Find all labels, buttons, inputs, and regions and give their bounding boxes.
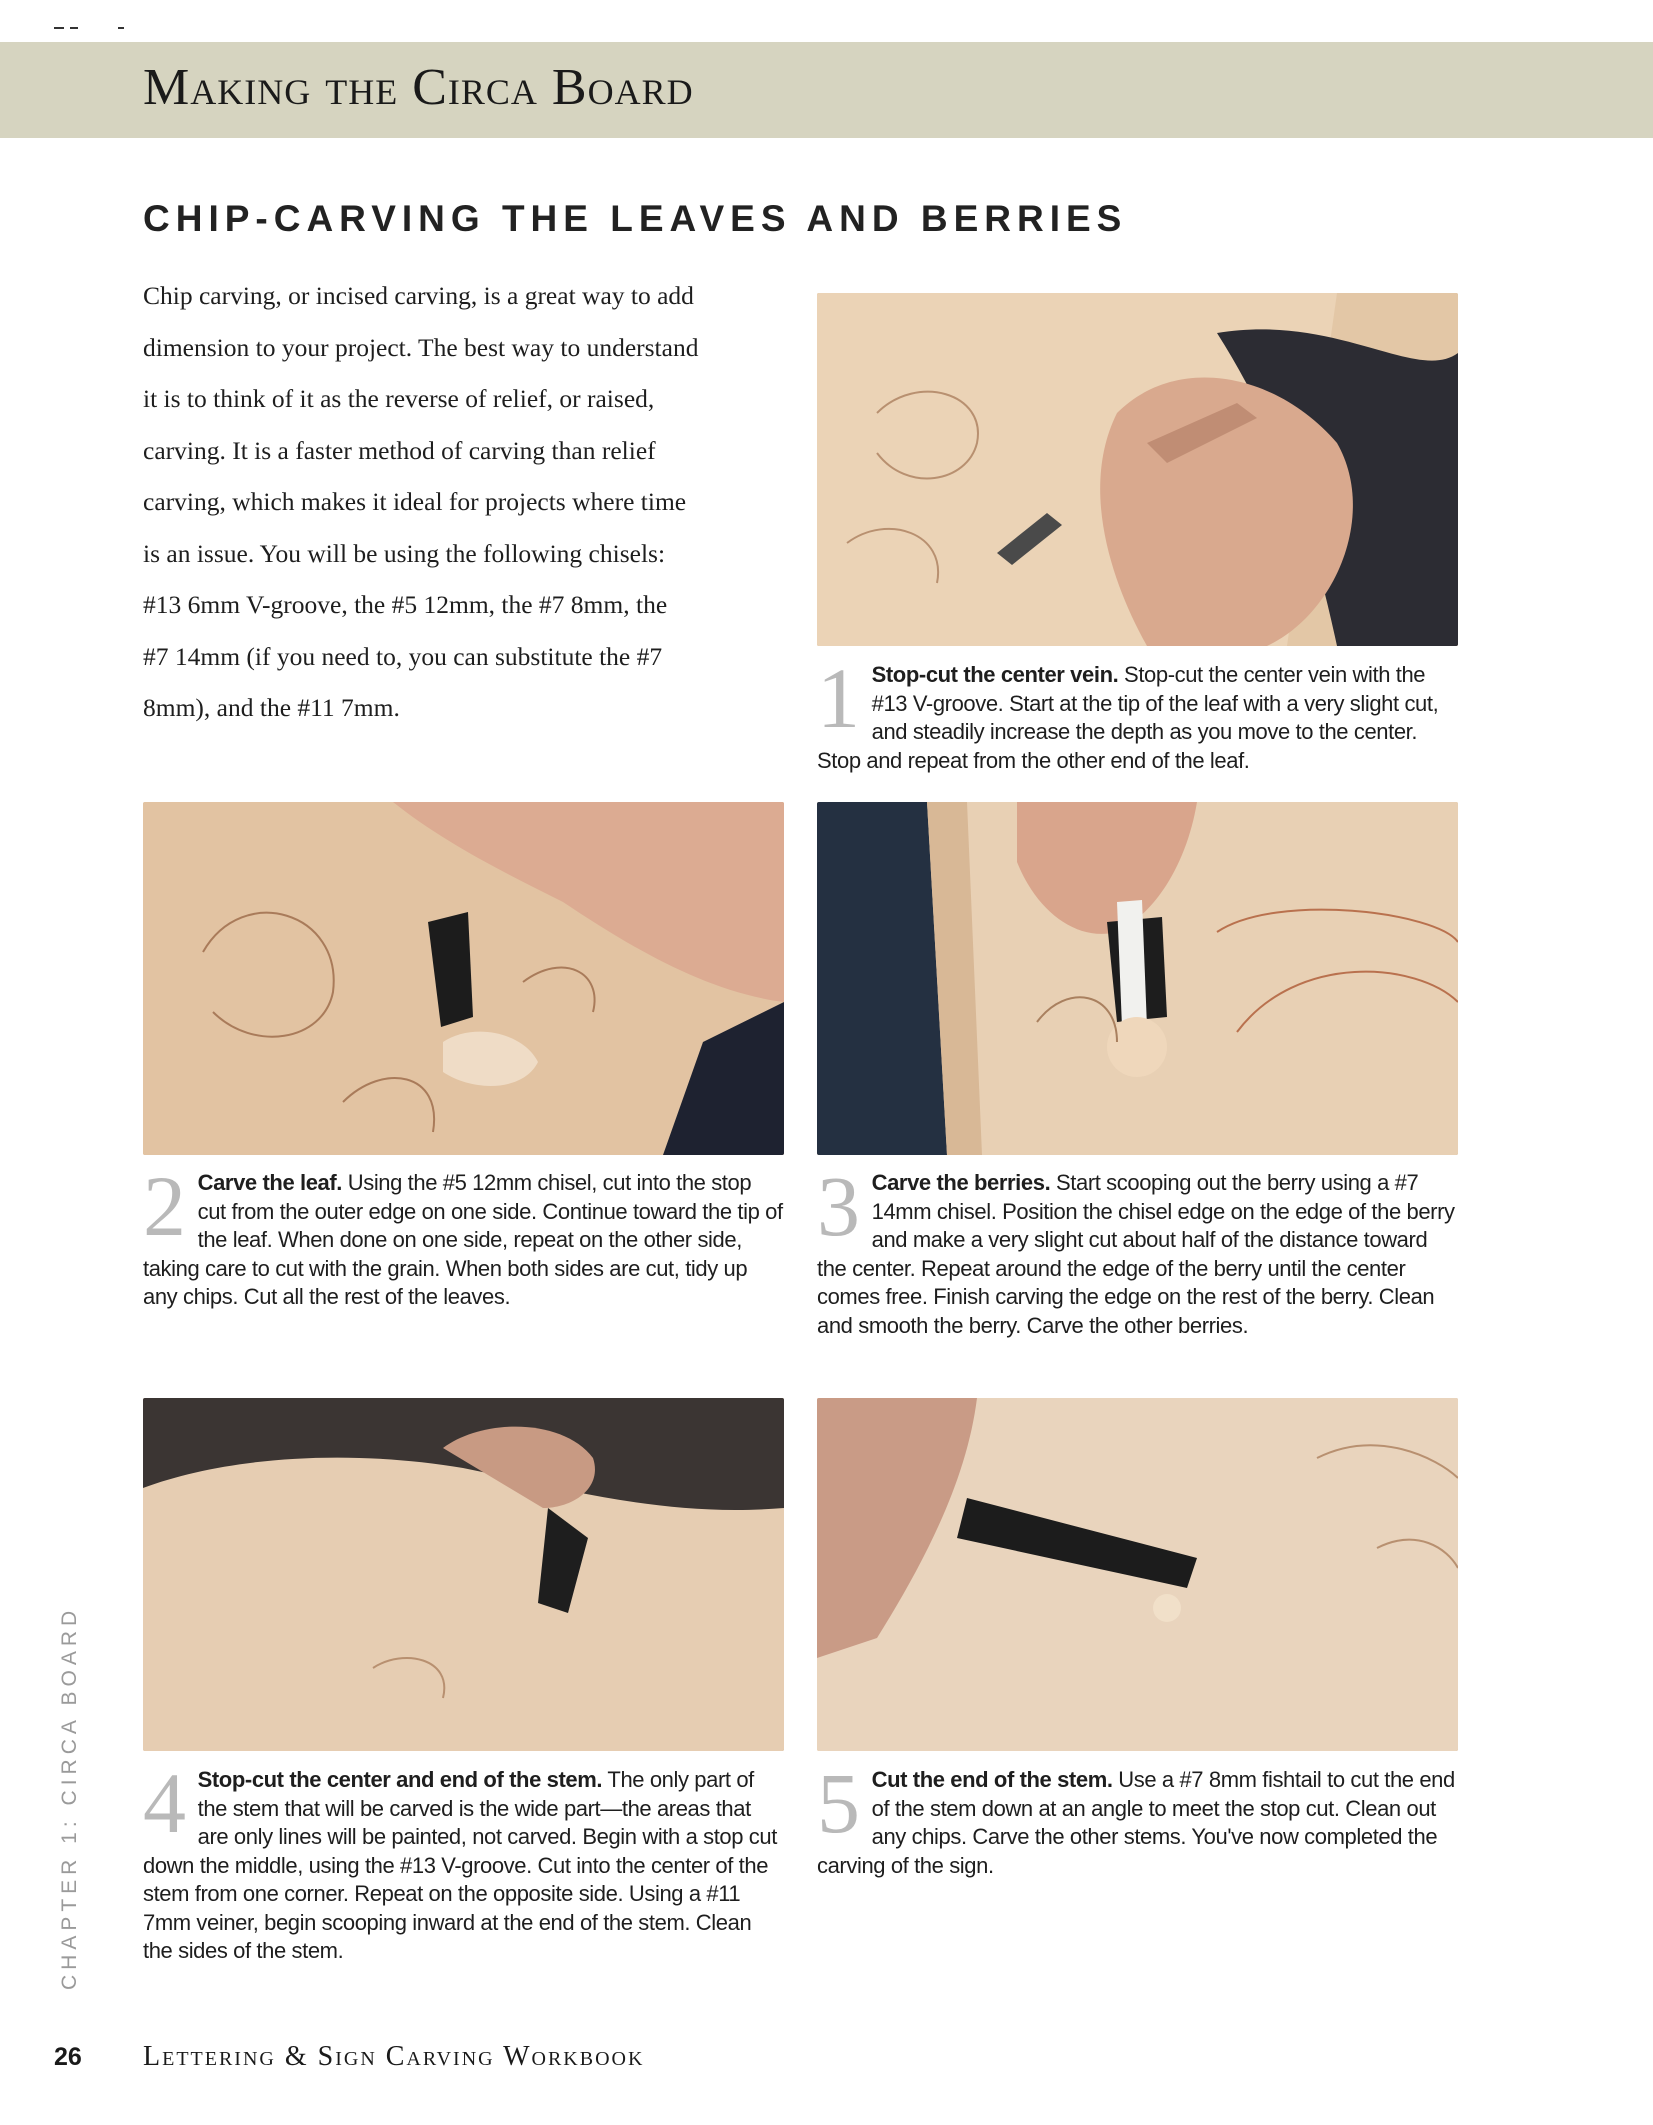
step-text: The only part of the stem that will be carved is the wide part—the areas that are only lines will be painted, not carved. Begin with a stop cut down the middle, using the #13 V-groove. Cut into the center of the stem from one corner. Repeat on the opposite side. Using a #11 7mm veiner, begin scooping inward at the end of the stem. Clean the sides of the stem. [143,1767,777,1963]
intro-line: it is to think of it as the reverse of relief, or raised, [143,384,655,413]
intro-paragraph [143,270,763,734]
book-title: Lettering & Sign Carving Workbook [143,2041,645,2072]
step-number: 2 [143,1158,186,1254]
step-lead: Stop-cut the center and end of the stem. [197,1767,603,1792]
crop-mark [52,14,132,34]
step-1-photo [817,293,1458,646]
chapter-header-title: Making the Circa Board [143,59,694,116]
step-5-photo [817,1398,1458,1751]
step-4-photo [143,1398,784,1751]
step-2-photo [143,802,784,1155]
step-text: Using the #5 12mm chisel, cut into the stop cut from the outer edge on one side. Continue toward the tip of the leaf. When done on one side, repeat on the other side, taking care to cut with the grain. When both sides are cut, tidy up any chips. Cut all the rest of the leaves. [143,1170,783,1309]
intro-line: carving, which makes it ideal for projects where time [143,487,687,516]
step-lead: Carve the berries. [871,1170,1051,1195]
step-lead: Stop-cut the center vein. [871,662,1119,687]
step-2-caption [143,1158,784,1312]
step-text: Start scooping out the berry using a #7 14mm chisel. Position the chisel edge on the edge of the berry and make a very slight cut about half of the distance toward the center. Repeat around the edge of the berry until the center comes free. Finish carving the edge on the rest of the berry. Clean and smooth the berry. Carve the other berries. [817,1170,1455,1338]
intro-line: #7 14mm (if you need to, you can substitute the #7 [143,641,663,671]
intro-line: #13 6mm V-groove, the #5 12mm, the #7 8mm, the [143,590,668,619]
step-number: 1 [817,650,860,746]
intro-line: dimension to your project. The best way to understand [143,332,699,362]
step-4-caption [143,1755,784,1966]
chapter-side-label: CHAPTER 1: CIRCA BOARD [58,1605,81,1990]
step-3-caption [817,1158,1458,1340]
intro-line: is an issue. You will be using the following chisels: [143,538,666,568]
step-lead: Cut the end of the stem. [871,1767,1113,1792]
step-number: 4 [143,1755,186,1851]
step-number: 5 [817,1755,860,1851]
intro-line: carving. It is a faster method of carving than relief [143,435,656,465]
page-number: 26 [54,2043,82,2071]
step-text: Stop-cut the center vein with the #13 V-groove. Start at the tip of the leaf with a very slight cut, and steadily increase the depth as you move to the center. Stop and repeat from the other end of the leaf. [817,662,1439,773]
step-5-caption [817,1755,1458,1880]
step-text: Use a #7 8mm fishtail to cut the end of the stem down at an angle to meet the stop cut. Clean out any chips. Carve the other stems. You've now completed the carving of the sign. [817,1767,1455,1878]
intro-line: 8mm), and the #11 7mm. [143,693,400,722]
step-number: 3 [817,1158,860,1254]
step-lead: Carve the leaf. [197,1170,343,1195]
step-3-photo [817,802,1458,1155]
step-1-caption [817,650,1458,775]
section-title: CHIP-CARVING THE LEAVES AND BERRIES [143,198,1128,239]
intro-line: Chip carving, or incised carving, is a great way to add [143,281,694,310]
